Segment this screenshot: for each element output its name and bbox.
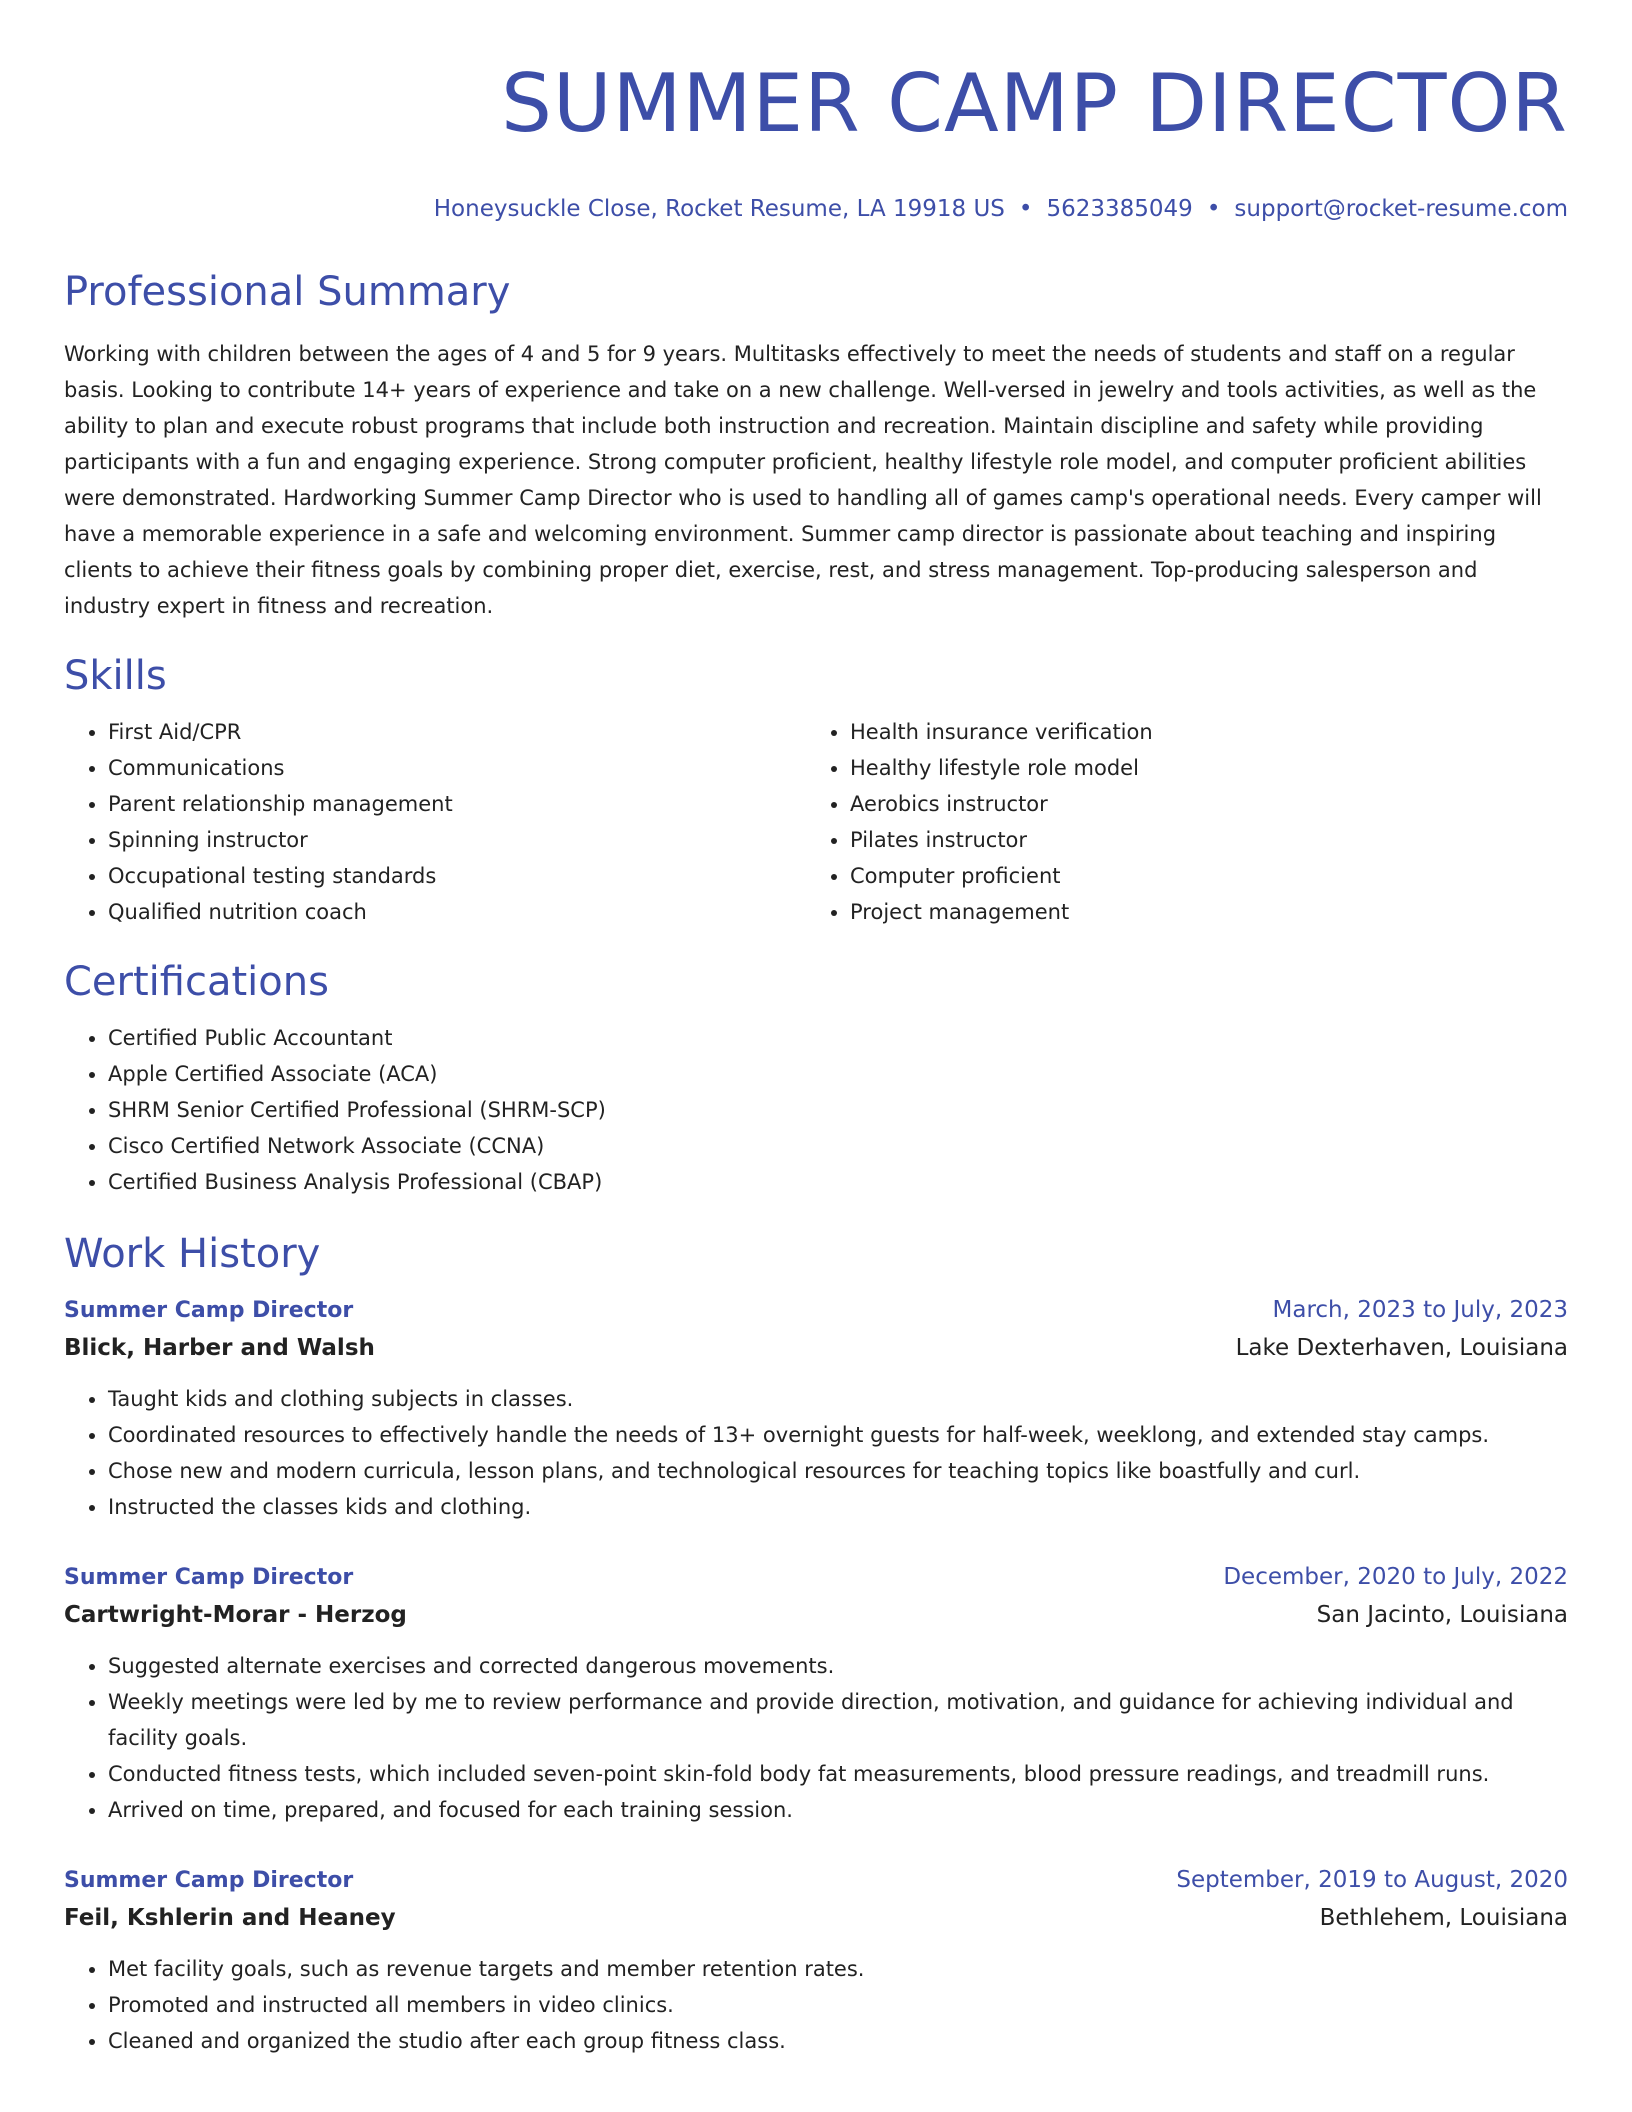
job-bullets	[64, 1381, 1568, 1525]
job-title: Summer Camp Director	[64, 1868, 354, 1893]
job-entry	[64, 1292, 1568, 1525]
job-dates: September, 2019 to August, 2020	[1176, 1867, 1568, 1893]
job-title: Summer Camp Director	[64, 1565, 354, 1590]
section-title-work-history: Work History	[64, 1231, 321, 1277]
job-company-row	[64, 1899, 1568, 1937]
contact-address: Honeysuckle Close, Rocket Resume, LA 19918 US	[433, 196, 1005, 222]
certification-item: • Apple Certified Associate (ACA)	[108, 1056, 1568, 1092]
skill-item: • Health insurance verification	[850, 714, 1548, 750]
certifications-list	[64, 1020, 1568, 1200]
job-location: Bethlehem, Louisiana	[1319, 1905, 1568, 1931]
skill-item: • Qualified nutrition coach	[108, 894, 806, 930]
skills-list-right	[806, 714, 1548, 930]
job-entry	[64, 1559, 1568, 1828]
contact-phone: 5623385049	[1046, 196, 1193, 222]
job-header-row	[64, 1559, 1568, 1596]
job-company: Blick, Harber and Walsh	[64, 1335, 375, 1361]
section-title-skills: Skills	[64, 653, 167, 699]
certification-item: • Certified Business Analysis Professional (CBAP)	[108, 1164, 1568, 1200]
job-bullet: • Arrived on time, prepared, and focused for each training session.	[108, 1792, 1568, 1828]
contact-email: support@rocket-resume.com	[1234, 196, 1568, 222]
job-bullet: • Coordinated resources to effectively handle the needs of 13+ overnight guests for half-week, weeklong, and extended stay camps.	[108, 1417, 1568, 1453]
job-bullet: • Cleaned and organized the studio after each group fitness class.	[108, 2023, 1568, 2059]
skill-item: • Aerobics instructor	[850, 786, 1548, 822]
section-title-certifications: Certifications	[64, 959, 329, 1005]
skill-item: • Project management	[850, 894, 1548, 930]
job-bullets	[64, 1648, 1568, 1828]
job-bullet: • Weekly meetings were led by me to review performance and provide direction, motivation, and guidance for achieving individual and facility goals.	[108, 1684, 1568, 1756]
summary-text: Working with children between the ages of 4 and 5 for 9 years. Multitasks effectively to meet the needs of students and staff on a regular basis. Looking to contribute 14+ years of experience and take on a new challenge. Well-versed in jewelry and tools activities, as well as the ability to plan and execute robust programs that include both instruction and recreation. Maintain discipline and safety while providing participants with a fun and engaging experience. Strong computer proficient, healthy lifestyle role model, and computer proficient abilities were demonstrated. Hardworking Summer Camp Director who is used to handling all of games camp's operational needs. Every camper will have a memorable experience in a safe and welcoming environment. Summer camp director is passionate about teaching and inspiring clients to achieve their fitness goals by combining proper diet, exercise, rest, and stress management. Top-producing salesperson and industry expert in fitness and recreation.	[64, 342, 1542, 618]
skill-item: • Pilates instructor	[850, 822, 1548, 858]
job-company-row	[64, 1596, 1568, 1634]
job-company: Cartwright-Morar - Herzog	[64, 1602, 407, 1628]
job-bullet: • Suggested alternate exercises and corrected dangerous movements.	[108, 1648, 1568, 1684]
job-company-row	[64, 1329, 1568, 1367]
job-bullet: • Taught kids and clothing subjects in classes.	[108, 1381, 1568, 1417]
skills-column-right	[806, 714, 1548, 930]
skill-item: • First Aid/CPR	[108, 714, 806, 750]
skills-grid	[64, 714, 1568, 930]
skill-item: • Computer proficient	[850, 858, 1548, 894]
job-company: Feil, Kshlerin and Heaney	[64, 1905, 396, 1931]
skill-item: • Occupational testing standards	[108, 858, 806, 894]
job-bullet: • Conducted fitness tests, which included seven-point skin-fold body fat measurements, blood pressure readings, and treadmill runs.	[108, 1756, 1568, 1792]
job-bullet: • Promoted and instructed all members in video clinics.	[108, 1987, 1568, 2023]
job-header-row	[64, 1292, 1568, 1329]
contact-separator: •	[1018, 196, 1033, 222]
job-bullet: • Instructed the classes kids and clothing.	[108, 1489, 1568, 1525]
contact-separator: •	[1206, 196, 1221, 222]
job-title: Summer Camp Director	[64, 1298, 354, 1323]
certification-item: • Cisco Certified Network Associate (CCNA)	[108, 1128, 1568, 1164]
certification-item: • SHRM Senior Certified Professional (SHRM-SCP)	[108, 1092, 1568, 1128]
skill-item: • Healthy lifestyle role model	[850, 750, 1548, 786]
resume-name: SUMMER CAMP DIRECTOR	[501, 57, 1568, 150]
job-header-row	[64, 1862, 1568, 1899]
job-entry	[64, 1862, 1568, 2059]
job-dates: December, 2020 to July, 2022	[1223, 1564, 1568, 1590]
job-dates: March, 2023 to July, 2023	[1272, 1297, 1568, 1323]
contact-line	[64, 194, 1568, 224]
certification-item: • Certified Public Accountant	[108, 1020, 1568, 1056]
skill-item: • Parent relationship management	[108, 786, 806, 822]
job-bullet: • Chose new and modern curricula, lesson plans, and technological resources for teaching topics like boastfully and curl.	[108, 1453, 1568, 1489]
skills-list-left	[64, 714, 806, 930]
skill-item: • Communications	[108, 750, 806, 786]
skill-item: • Spinning instructor	[108, 822, 806, 858]
job-location: Lake Dexterhaven, Louisiana	[1235, 1335, 1568, 1361]
job-location: San Jacinto, Louisiana	[1316, 1602, 1568, 1628]
section-title-summary: Professional Summary	[64, 269, 511, 315]
job-bullets	[64, 1951, 1568, 2059]
skills-column-left	[64, 714, 806, 930]
job-bullet: • Met facility goals, such as revenue targets and member retention rates.	[108, 1951, 1568, 1987]
